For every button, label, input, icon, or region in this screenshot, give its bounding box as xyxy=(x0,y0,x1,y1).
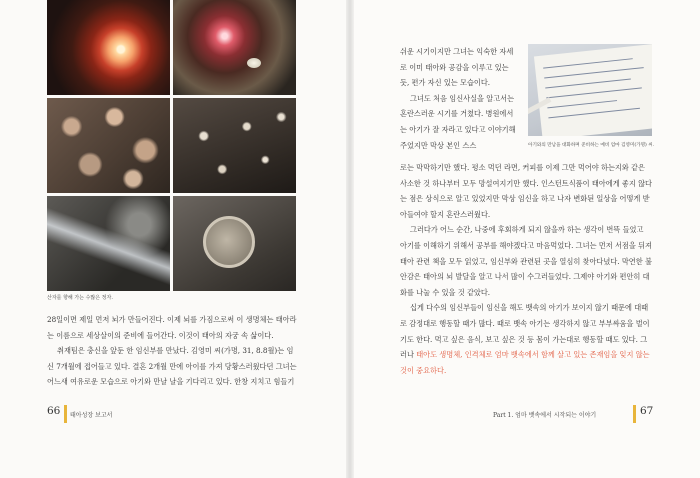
right-intro-paragraph-2: 그녀도 처음 임신사실을 알고서는 혼란스러운 시기를 거쳤다. 병원에서는 아기가 잘 자라고 있다고 이야기해 주었지만 막상 본인 스스 xyxy=(400,93,516,150)
accent-bar-left xyxy=(64,405,67,423)
note-sheet xyxy=(534,44,652,136)
photo-sperm-stream xyxy=(47,196,170,291)
right-intro-text xyxy=(400,44,520,153)
right-intro-paragraph-1: 쉬운 시기이지만 그녀는 익숙한 자세로 이미 태아와 공감을 이루고 있는 듯, 편가 자신 있는 모습이다. xyxy=(400,47,514,88)
photo-handwritten-note xyxy=(528,44,652,136)
left-paragraph-1: 28일이면 제일 먼저 뇌가 만들어진다. 이제 뇌를 가짐으로써 이 생명체는 태아라는 이름으로 세상살이의 준비에 들어간다. 이것이 태아의 자궁 속 삶이다. xyxy=(47,315,297,340)
right-paragraph-1: 로는 막막하기만 했다. 평소 먹던 라면, 커피를 이제 그만 먹어야 하는지와 같은 사소한 것 하나부터 모두 망설여지기만 했다. 인스턴트식품이 태아에게 좋지 않다는 점은 상식으로 알고 있었지만 막상 임신을 하고 나자 변화된 일상을 어떻게 받아들여야 할지 혼란스러웠다. xyxy=(400,163,652,219)
left-body-text xyxy=(47,312,299,390)
egg-cell-shape xyxy=(203,216,255,268)
left-paragraph-2: 취재팀은 충신을 앞둔 한 임신부를 만났다. 김영미 씨(가명, 31, 8.8월)는 임신 7개월에 접어들고 있다. 결혼 2개월 만에 아이를 가져 당황스러웠다던 그녀는 어느새 여유로운 모습으로 아기와 만날 날을 기다리고 있다. 한창 지치고 힘들기 xyxy=(47,346,297,387)
right-paragraph-3-text: 십게 다수의 임신부들이 임신을 해도 뱃속의 아기가 보이지 않기 때문에 대때로 감정대로 행동할 때가 많다. 때로 뱃속 아기는 생각하지 않고 부부싸움을 벌이기도 한다. 먹고 싶은 음식, 보고 싶은 것 등 몸이 가는대로 행동할 때도 있다. 그러나 xyxy=(400,303,650,360)
page-number-right: 67 xyxy=(640,405,654,417)
book-gutter xyxy=(346,0,354,478)
right-paragraph-3 xyxy=(400,300,652,378)
right-paragraph-2: 그러다가 어느 순간, 나중에 후회하게 되지 않을까 하는 생각이 번뜩 들었고 아기를 이해하기 위해서 공부를 해야겠다고 마음먹었다. 그녀는 먼저 서점을 뒤져 태아 관련 책을 모두 읽었고, 임신부와 관련된 곳을 열심히 찾아다녔다. 막연한 불안감은 태아의 뇌 발달을 알고 나서 많이 수그러들었다. 그제야 아기와 편안히 대화를 나눌 수 있을 것 같았다. xyxy=(400,225,652,297)
right-body-text xyxy=(400,160,652,378)
emphasis-text: 태아도 생명체, 인격체로 엄마 뱃속에서 함께 살고 있는 존재임을 잊지 않는 것이 중요하다. xyxy=(400,350,650,375)
photo-sperm-cluster xyxy=(173,98,296,193)
photo-fertilization-red xyxy=(47,0,170,95)
running-title-left: 태아성장 보고서 xyxy=(70,412,113,419)
running-title-right: Part 1. 엄마 뱃속에서 시작되는 이야기 xyxy=(493,412,597,419)
ovum-shape xyxy=(247,58,261,68)
photo-cells-brown xyxy=(47,98,170,193)
left-photo-caption: 산자를 향해 가는 수많은 정자. xyxy=(47,295,113,301)
photo-ovum-red xyxy=(173,0,296,95)
photo-egg-cell xyxy=(173,196,296,291)
right-photo-caption: 아기와의 만남을 대화하며 준비하는 예비 엄마 김영미(가명) 씨. xyxy=(528,143,655,148)
accent-bar-right xyxy=(633,405,636,423)
page-number-left: 66 xyxy=(47,405,61,417)
